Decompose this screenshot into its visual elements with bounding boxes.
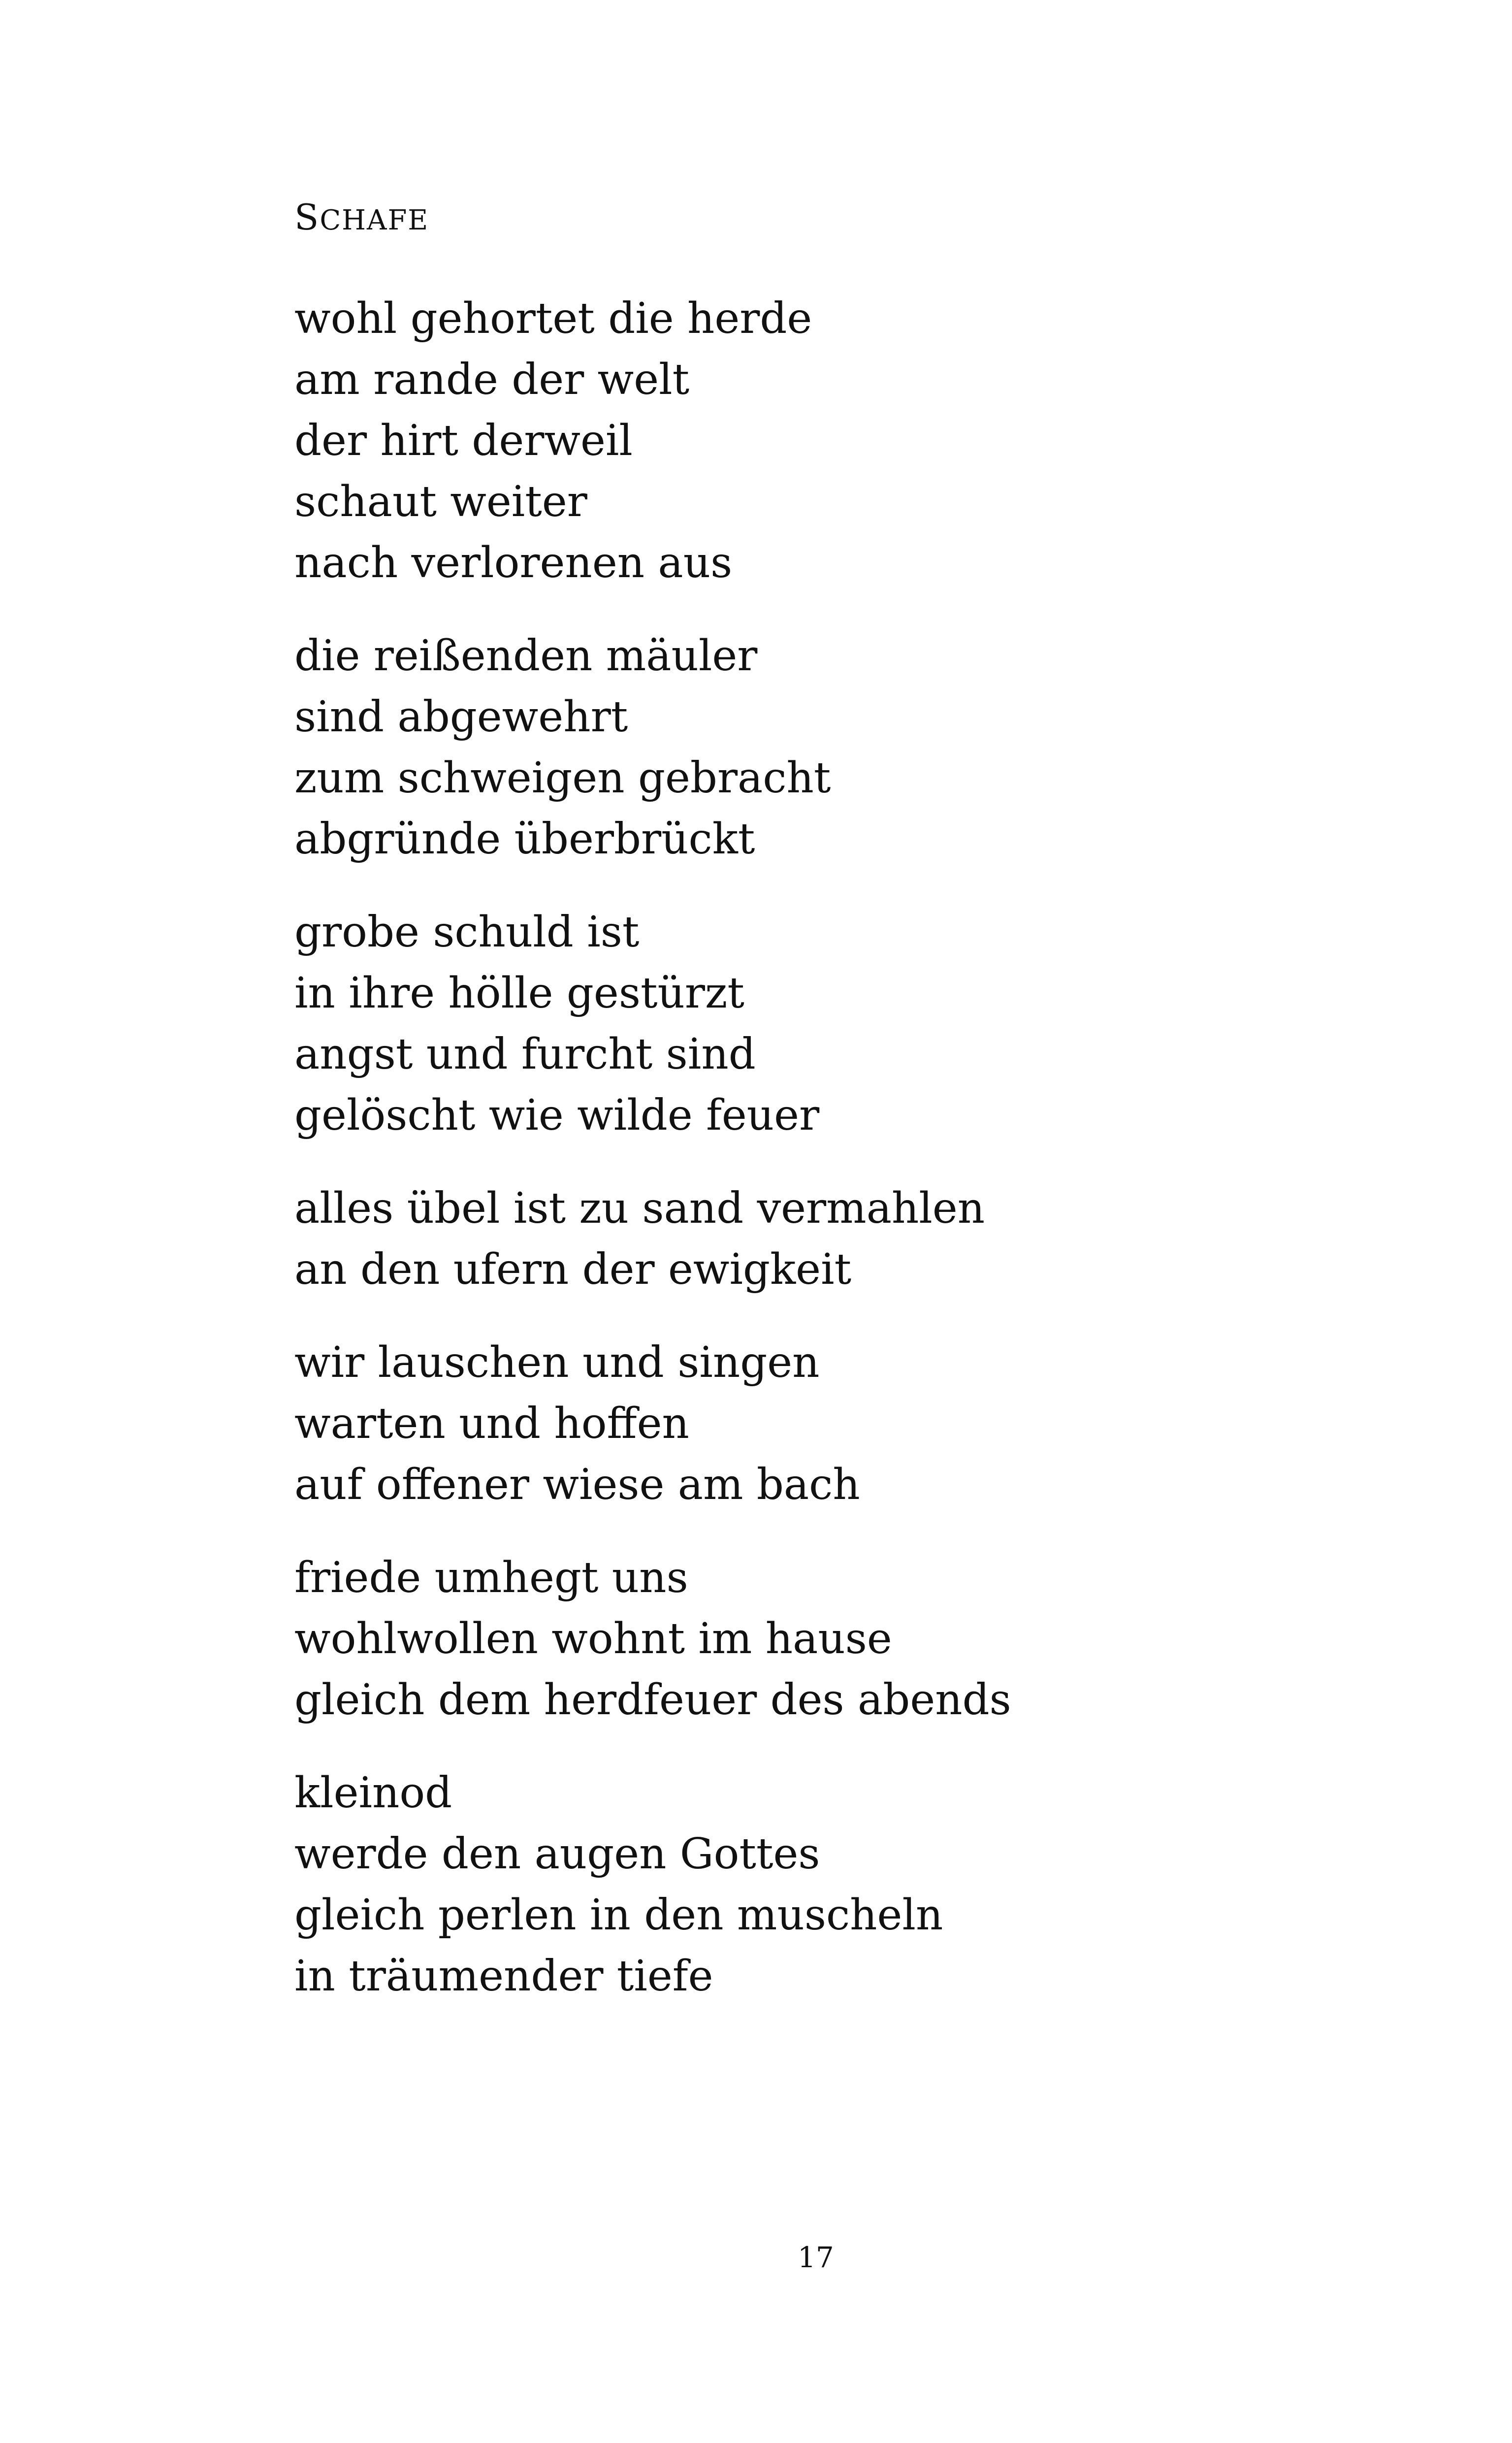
- poem-line: an den ufern der ewigkeit: [294, 1245, 852, 1294]
- poem-line: alles übel ist zu sand vermahlen: [294, 1184, 985, 1233]
- poem-line: am rande der welt: [294, 355, 690, 404]
- poem-line: schaut weiter: [294, 477, 587, 526]
- poem-line: wohl gehortet die herde: [294, 294, 812, 343]
- poem-line: abgründe überbrückt: [294, 814, 755, 864]
- poem-title-rest: CHAFE: [320, 204, 429, 236]
- poem-line: wohlwollen wohnt im hause: [294, 1614, 892, 1663]
- poem-line: in träumender tiefe: [294, 1952, 713, 2001]
- stanza-5: [294, 1332, 1279, 1515]
- poem-line: wir lauschen und singen: [294, 1338, 820, 1387]
- poem-line: gelöscht wie wilde feuer: [294, 1091, 820, 1140]
- stanza-4: [294, 1178, 1279, 1300]
- stanza-7: [294, 1762, 1279, 2007]
- stanza-6: [294, 1547, 1279, 1730]
- poem-line: friede umhegt uns: [294, 1553, 688, 1602]
- poem-body: [294, 288, 1279, 2039]
- poem-line: zum schweigen gebracht: [294, 753, 831, 803]
- stanza-1: [294, 288, 1279, 593]
- poem-line: sind abgewehrt: [294, 692, 628, 742]
- poem-line: in ihre hölle gestürzt: [294, 969, 744, 1018]
- poem-line: auf offener wiese am bach: [294, 1460, 860, 1509]
- poem-line: die reißenden mäuler: [294, 631, 758, 681]
- poem-line: kleinod: [294, 1768, 452, 1818]
- poem-line: nach verlorenen aus: [294, 538, 733, 587]
- poem-line: grobe schuld ist: [294, 908, 640, 957]
- poem-line: der hirt derweil: [294, 416, 633, 465]
- stanza-3: [294, 902, 1279, 1146]
- poem-line: warten und hoffen: [294, 1399, 689, 1448]
- poem-line: gleich dem herdfeuer des abends: [294, 1675, 1011, 1725]
- page-number: 17: [798, 2241, 834, 2274]
- stanza-2: [294, 625, 1279, 870]
- poem-line: werde den augen Gottes: [294, 1829, 820, 1879]
- poem-title: [294, 196, 429, 238]
- poem-line: angst und furcht sind: [294, 1030, 756, 1079]
- poem-line: gleich perlen in den muscheln: [294, 1890, 943, 1940]
- poem-title-initial: S: [294, 196, 320, 238]
